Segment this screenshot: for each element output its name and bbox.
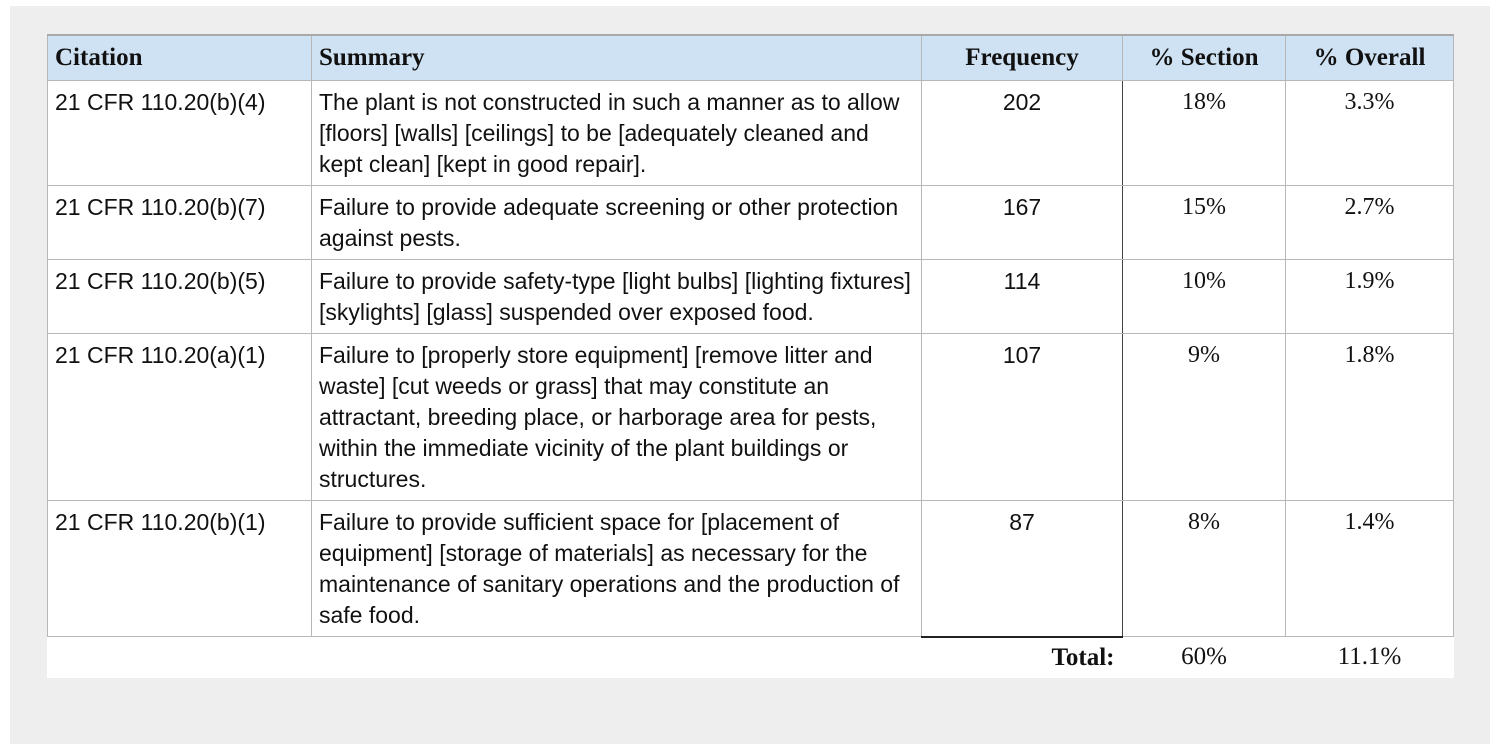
table-row [48,81,1454,186]
overall-percent-cell: 1.9% [1286,260,1454,334]
total-spacer [312,637,922,678]
page-frame [10,6,1490,744]
citation-cell: 21 CFR 110.20(b)(7) [48,186,312,260]
header-row [48,35,1454,81]
summary-cell: Failure to [properly store equipment] [remove litter and waste] [cut weeds or grass] that may constitute an attractant, breeding place, or harborage area for pests, within the immediate vicinity of the plant buildings or structures. [312,334,922,501]
total-label: Total: [1051,643,1115,671]
overall-percent-cell: 1.8% [1286,334,1454,501]
table-row [48,501,1454,637]
header-citation: Citation [48,35,312,81]
frequency-cell: 167 [922,186,1123,260]
table-row [48,260,1454,334]
header-summary: Summary [312,35,922,81]
header-frequency: Frequency [922,35,1123,81]
total-section-percent: 60% [1181,643,1227,671]
summary-cell: Failure to provide safety-type [light bulbs] [lighting fixtures] [skylights] [glass] suspended over exposed food. [312,260,922,334]
frequency-cell: 87 [922,501,1123,637]
frequency-cell: 107 [922,334,1123,501]
overall-percent-cell: 3.3% [1286,81,1454,186]
citation-cell: 21 CFR 110.20(b)(4) [48,81,312,186]
summary-cell: The plant is not constructed in such a manner as to allow [floors] [walls] [ceilings] to be [adequately cleaned and kept clean] [kept in good repair]. [312,81,922,186]
overall-percent-cell: 2.7% [1286,186,1454,260]
summary-cell: Failure to provide sufficient space for [placement of equipment] [storage of materials] as necessary for the maintenance of sanitary operations and the production of safe food. [312,501,922,637]
section-percent-cell: 8% [1123,501,1286,637]
total-overall-percent: 11.1% [1337,643,1402,671]
citation-cell: 21 CFR 110.20(a)(1) [48,334,312,501]
overall-percent-cell: 1.4% [1286,501,1454,637]
frequency-cell: 202 [922,81,1123,186]
total-spacer [48,637,312,678]
table-row [48,186,1454,260]
header-overall: % Overall [1286,35,1454,81]
summary-cell: Failure to provide adequate screening or other protection against pests. [312,186,922,260]
frequency-cell: 114 [922,260,1123,334]
section-percent-cell: 15% [1123,186,1286,260]
section-percent-cell: 10% [1123,260,1286,334]
section-percent-cell: 9% [1123,334,1286,501]
total-row [48,637,1454,678]
section-percent-cell: 18% [1123,81,1286,186]
citation-cell: 21 CFR 110.20(b)(1) [48,501,312,637]
table-row [48,334,1454,501]
header-section: % Section [1123,35,1286,81]
citations-table [47,34,1454,678]
citation-cell: 21 CFR 110.20(b)(5) [48,260,312,334]
